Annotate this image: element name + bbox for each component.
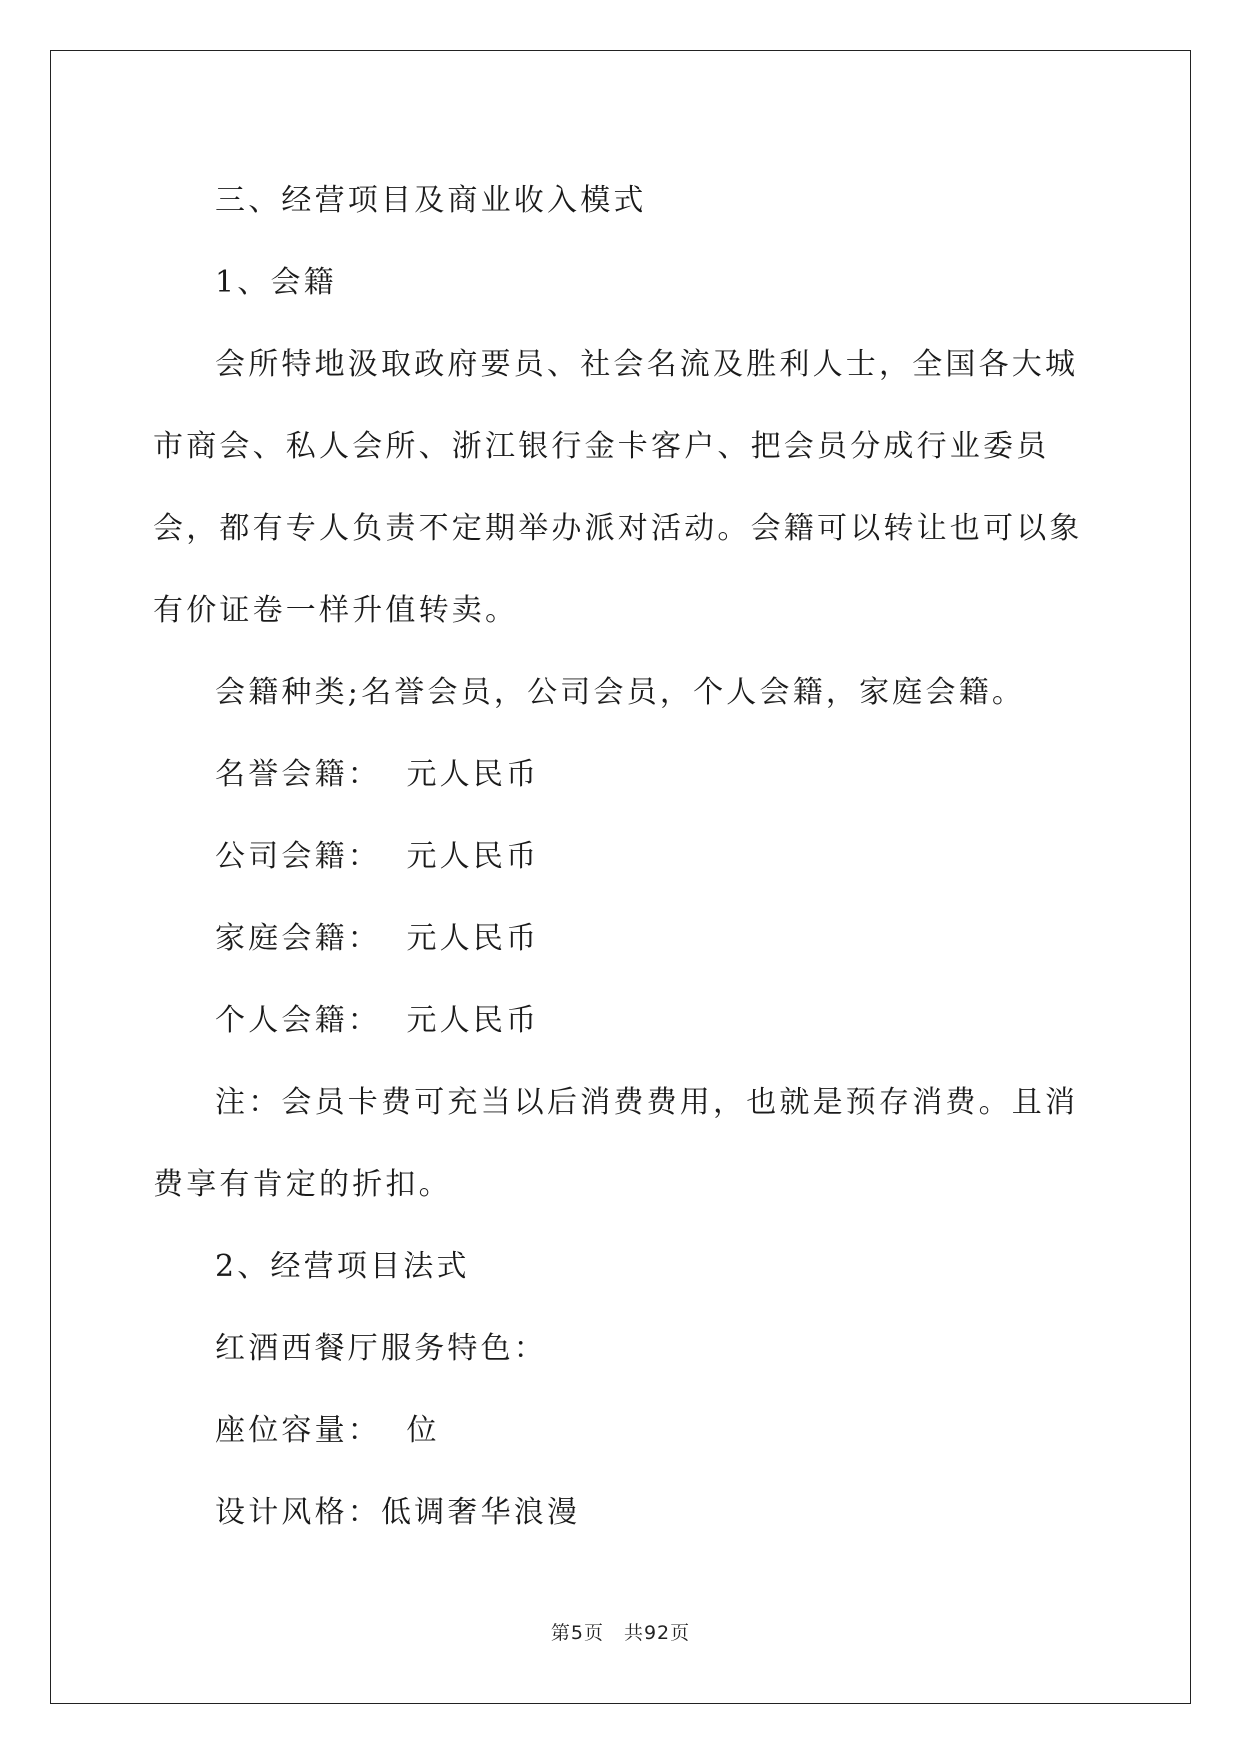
line-personal-membership: 个人会籍： 元人民币 — [215, 1003, 540, 1038]
line-design-style: 设计风格：低调奢华浪漫 — [215, 1495, 581, 1530]
paragraph-membership-intro: 会所特地汲取政府要员、社会名流及胜利人士，全国各大城市商会、私人会所、浙江银行金卡客户、把会员分成行业委员会，都有专人负责不定期举办派对活动。会籍可以转让也可以象有价证卷一样升值转卖。 — [153, 347, 1083, 628]
line-family-membership: 家庭会籍： 元人民币 — [215, 921, 540, 956]
line-company-membership: 公司会籍： 元人民币 — [215, 839, 540, 874]
page-label-suffix: 页 — [583, 1622, 604, 1644]
page-label-prefix: 第 — [550, 1622, 571, 1644]
subsection-heading-business: 2、经营项目法式 — [215, 1249, 470, 1284]
paragraph-note: 注：会员卡费可充当以后消费费用，也就是预存消费。且消费享有肯定的折扣。 — [153, 1085, 1079, 1202]
page-number: 5 — [570, 1622, 584, 1644]
document-body — [153, 160, 1088, 1554]
total-label-prefix: 共 — [623, 1622, 644, 1644]
section-heading: 三、经营项目及商业收入模式 — [215, 183, 647, 218]
page-footer — [0, 1618, 1241, 1645]
total-label-suffix: 页 — [670, 1622, 691, 1644]
paragraph-membership-types: 会籍种类;名誉会员，公司会员，个人会籍，家庭会籍。 — [215, 675, 1026, 710]
line-restaurant-features: 红酒西餐厅服务特色： — [215, 1331, 547, 1366]
total-pages: 92 — [643, 1622, 671, 1644]
subsection-heading-membership: 1、会籍 — [215, 265, 337, 300]
line-seating-capacity: 座位容量： 位 — [215, 1413, 440, 1448]
line-honorary-membership: 名誉会籍： 元人民币 — [215, 757, 540, 792]
